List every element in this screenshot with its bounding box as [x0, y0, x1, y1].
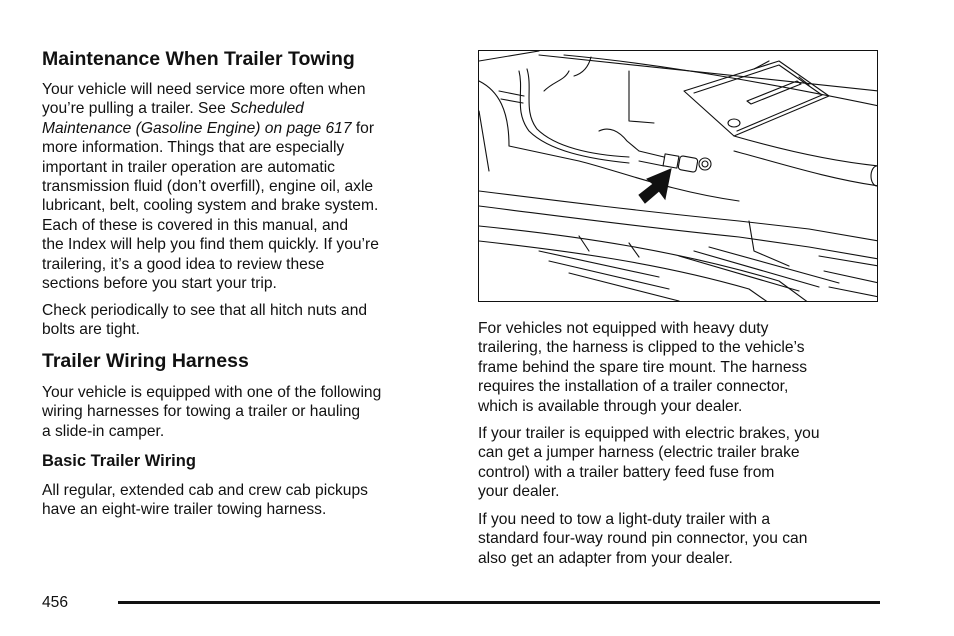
arrow-icon	[639, 169, 671, 203]
section-heading-wiring: Trailer Wiring Harness	[42, 350, 249, 372]
subsection-heading-basic: Basic Trailer Wiring	[42, 452, 196, 470]
text-line: which is available through your dealer.	[478, 397, 743, 415]
text-line: trailering, the harness is clipped to the vehicle’s	[478, 339, 805, 357]
text-run: for	[351, 119, 375, 137]
text-line: have an eight-wire trailer towing harness.	[42, 501, 327, 519]
text-run: you’re pulling a trailer. See	[42, 100, 231, 118]
paragraph-electric-brakes	[478, 424, 878, 502]
text-line: the Index will help you find them quickly. If you’re	[42, 236, 379, 254]
cross-reference: Scheduled	[230, 100, 304, 118]
text-line: If you need to tow a light-duty trailer with a	[478, 511, 771, 528]
text-line: also get an adapter from your dealer.	[478, 549, 733, 567]
paragraph-hitch-check	[42, 301, 442, 340]
text-line: Your vehicle is equipped with one of the following	[42, 384, 382, 401]
page-number: 456	[42, 594, 69, 611]
text-line: more information. Things that are especially	[42, 139, 345, 157]
text-line	[42, 119, 442, 138]
footer-divider	[118, 601, 880, 604]
text-line: All regular, extended cab and crew cab pickups	[42, 482, 368, 499]
cross-reference: Maintenance (Gasoline Engine) on page 617	[42, 119, 352, 137]
text-line: wiring harnesses for towing a trailer or hauling	[42, 403, 361, 421]
text-line: Your vehicle will need service more often when	[42, 81, 366, 98]
section-heading-maintenance: Maintenance When Trailer Towing	[42, 48, 355, 70]
trailer-harness-illustration	[478, 50, 878, 302]
text-line: For vehicles not equipped with heavy duty	[478, 320, 769, 337]
text-line: Check periodically to see that all hitch nuts and	[42, 302, 368, 319]
harness-line-drawing	[479, 51, 878, 302]
text-line: can get a jumper harness (electric trailer brake	[478, 444, 800, 462]
paragraph-harness-location	[478, 319, 878, 416]
text-line: important in trailer operation are automatic	[42, 158, 335, 176]
text-line: your dealer.	[478, 483, 560, 501]
paragraph-adapter	[478, 510, 878, 568]
text-line: sections before you start your trip.	[42, 275, 277, 293]
text-line: standard four-way round pin connector, you can	[478, 530, 808, 548]
text-line: If your trailer is equipped with electric brakes, you	[478, 425, 820, 442]
text-line: frame behind the spare tire mount. The harness	[478, 358, 808, 376]
text-line: bolts are tight.	[42, 321, 140, 339]
paragraph-wiring-intro	[42, 383, 442, 441]
text-line: lubricant, belt, cooling system and brake system.	[42, 197, 379, 215]
text-line: trailering, it’s a good idea to review these	[42, 255, 325, 273]
paragraph-maintenance-intro	[42, 80, 442, 293]
text-line: requires the installation of a trailer connector,	[478, 378, 789, 396]
text-line	[42, 99, 442, 118]
paragraph-basic-wiring	[42, 481, 442, 520]
text-line: transmission fluid (don’t overfill), engine oil, axle	[42, 178, 374, 196]
text-line: a slide-in camper.	[42, 422, 165, 440]
text-line: Each of these is covered in this manual, and	[42, 216, 348, 234]
text-line: control) with a trailer battery feed fuse from	[478, 463, 775, 481]
